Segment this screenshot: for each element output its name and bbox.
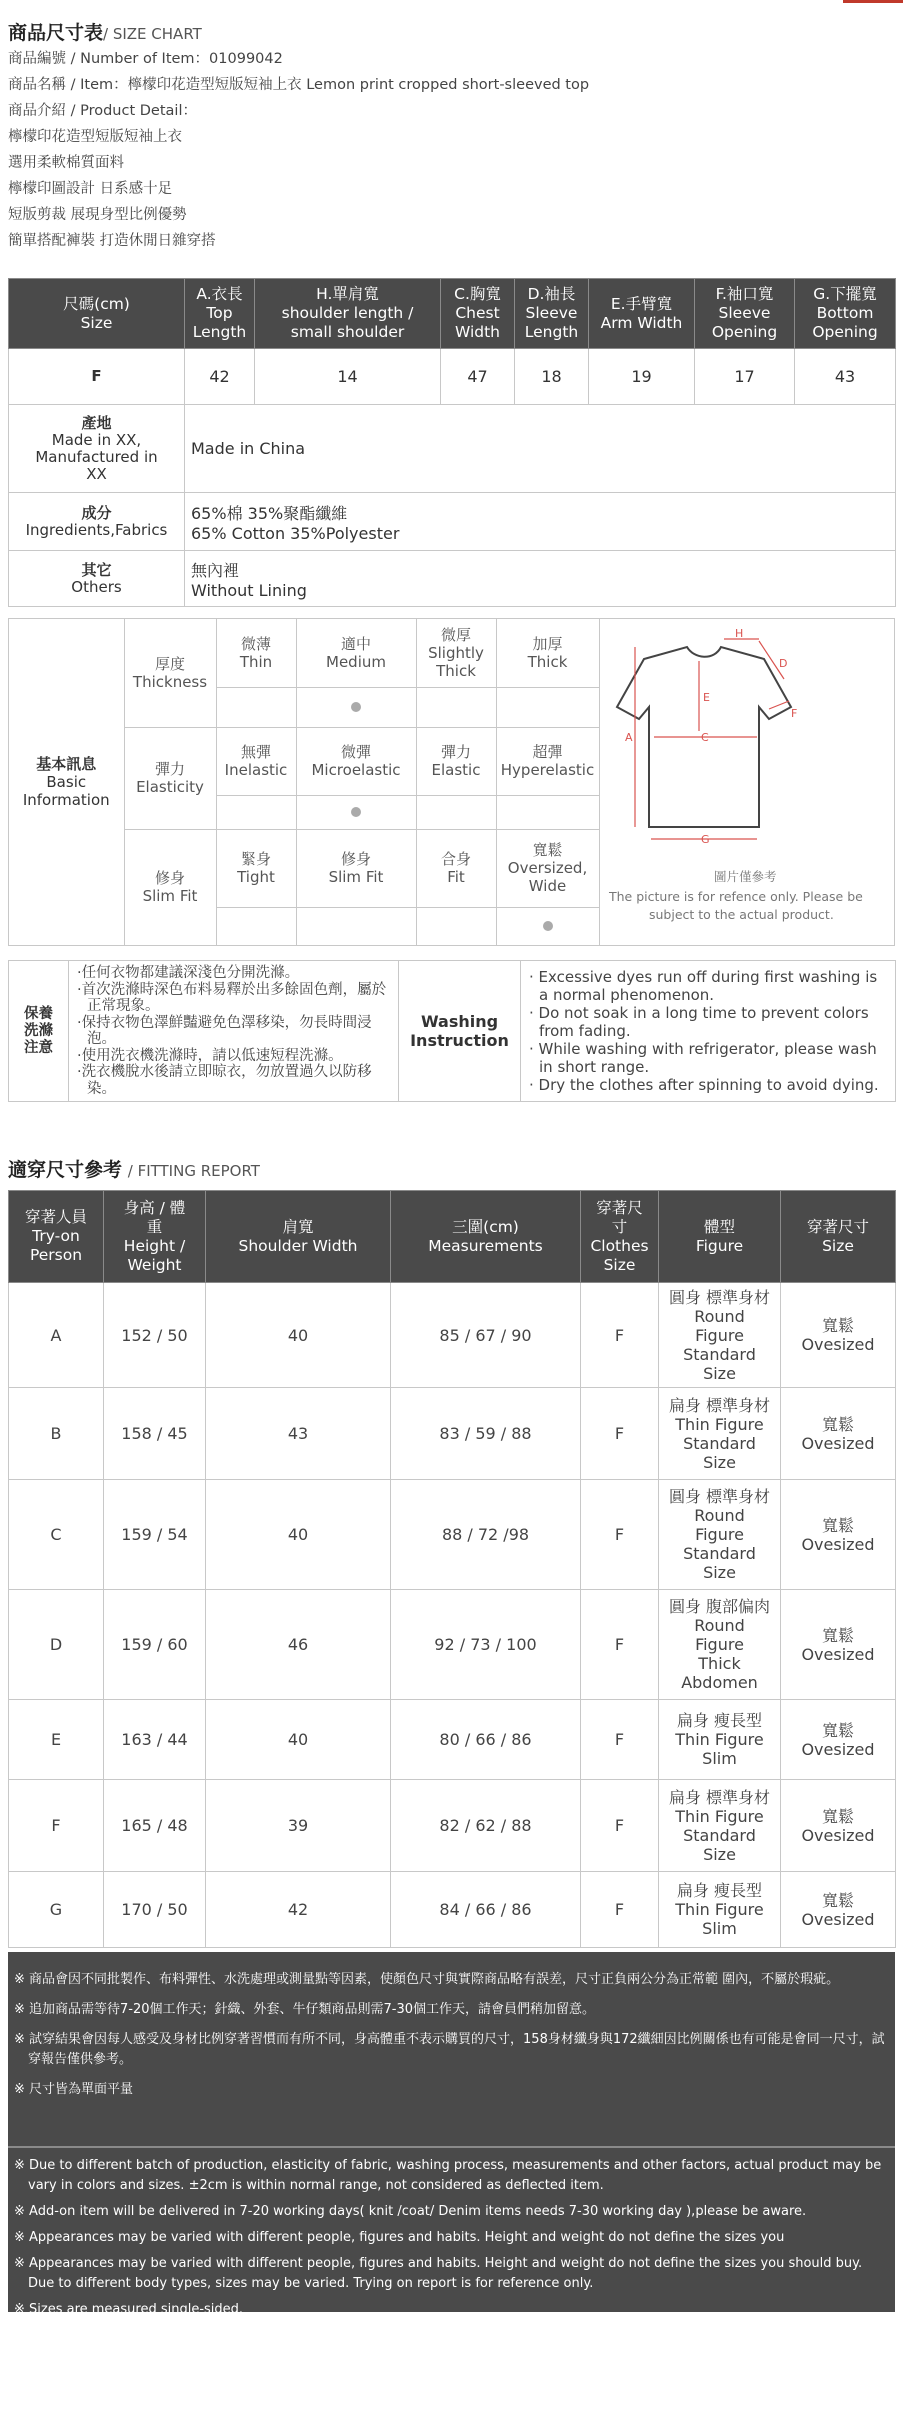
dot-cell	[296, 687, 416, 727]
elasticity-option: 彈力 Elastic	[416, 727, 496, 795]
washing-table	[8, 960, 896, 1102]
diagram-caption-en: subject to the actual product.	[649, 907, 834, 922]
size-cell: 18	[515, 349, 589, 405]
clothes-size-cell: F	[581, 1283, 659, 1388]
washing-zh-list: ·任何衣物都建議深淺色分開洗滌。 ·首次洗滌時深色布料易釋於出多餘固色劑，屬於正常現象。 ·保持衣物色澤鮮豔避免色澤移染，勿長時間浸泡。 ·使用洗衣機洗滌時，請以低速短程洗滌。 ·洗衣機脫水後請立即晾衣，勿放置過久以防移染。	[69, 961, 399, 1102]
size-chart-title-zh: 商品尺寸表	[8, 22, 104, 44]
clothes-size-cell: F	[581, 1388, 659, 1480]
height-weight-cell: 165 / 48	[104, 1780, 206, 1872]
fitting-row	[9, 1872, 896, 1948]
dot-cell	[496, 795, 599, 829]
note-en: ※ Appearances may be varied with different people, figures and habits. Height and weight do not define the sizes you	[14, 2230, 785, 2245]
letter-g: G	[701, 833, 710, 846]
fit-cell: 寬鬆 Ovesized	[781, 1700, 896, 1780]
letter-h: H	[735, 627, 744, 640]
fit-cell: 寬鬆 Ovesized	[781, 1590, 896, 1700]
fitting-title-zh: 適穿尺寸參考	[8, 1159, 123, 1181]
clothes-size-cell: F	[581, 1590, 659, 1700]
note-en: ※ Sizes are measured single-sided.	[14, 2302, 244, 2317]
dot-cell	[296, 795, 416, 829]
measurements-cell: 84 / 66 / 86	[391, 1872, 581, 1948]
size-cell: 47	[441, 349, 515, 405]
chest-header: C.胸寬 Chest Width	[441, 279, 515, 349]
sleeve-opening-header: F.袖口寬 Sleeve Opening	[695, 279, 795, 349]
fit-cell: 寬鬆 Ovesized	[781, 1480, 896, 1590]
note-zh: ※ 試穿結果會因每人感受及身材比例穿著習慣而有所不同，身高體重不表示購買的尺寸，158身材纖身與172纖細因比例關係也有可能是會同一尺寸，試穿報告僅供參考。	[14, 2032, 885, 2067]
others-label: 其它 Others	[9, 551, 185, 607]
clothes-size-cell: F	[581, 1480, 659, 1590]
arm-width-header: E.手臂寬 Arm Width	[589, 279, 695, 349]
figure-cell: 圓身 標準身材 Round Figure Standard Size	[659, 1480, 781, 1590]
selected-dot	[351, 807, 361, 817]
dot-cell	[416, 907, 496, 945]
shoulder-width-header: 肩寬 Shoulder Width	[206, 1191, 391, 1283]
height-weight-cell: 159 / 60	[104, 1590, 206, 1700]
top-length-header: A.衣長 Top Length	[185, 279, 255, 349]
size-chart-title-en: / SIZE CHART	[103, 25, 202, 43]
thickness-option: 適中 Medium	[296, 619, 416, 687]
slim-fit-option: 寬鬆 Oversized, Wide	[496, 829, 599, 907]
notes-divider	[8, 2146, 895, 2148]
elasticity-option: 超彈 Hyperelastic	[496, 727, 599, 795]
letter-e: E	[703, 691, 710, 704]
fitting-title-en: / FITTING REPORT	[127, 1162, 260, 1180]
note-en: ※ Due to different batch of production, elasticity of fabric, washing process, measurements and other factors, actual product may be vary in colors and sizes. ±2cm is within normal range, not considered as deflected item.	[14, 2158, 882, 2193]
person-cell: A	[9, 1283, 104, 1388]
fabric-label: 成分 Ingredients,Fabrics	[9, 493, 185, 551]
product-detail-line: 選用柔軟棉質面料	[8, 155, 124, 171]
product-info	[8, 46, 589, 254]
figure-cell: 圓身 標準身材 Round Figure Standard Size	[659, 1283, 781, 1388]
diagram-caption-en: The picture is for refence only. Please be	[609, 889, 863, 904]
height-weight-cell: 159 / 54	[104, 1480, 206, 1590]
product-detail-line: 檸檬印圖設計 日系感十足	[8, 181, 173, 197]
fitting-title	[8, 1155, 260, 1182]
shoulder-cell: 42	[206, 1872, 391, 1948]
shoulder-cell: 46	[206, 1590, 391, 1700]
shoulder-cell: 39	[206, 1780, 391, 1872]
measurements-cell: 88 / 72 /98	[391, 1480, 581, 1590]
thickness-option: 微薄 Thin	[216, 619, 296, 687]
figure-cell: 扁身 瘦長型 Thin Figure Slim	[659, 1872, 781, 1948]
size-cell: F	[9, 349, 185, 405]
size-table-header	[9, 279, 896, 349]
bottom-opening-header: G.下擺寬 Bottom Opening	[795, 279, 896, 349]
dot-cell	[416, 687, 496, 727]
origin-value: Made in China	[185, 405, 896, 493]
sleeve-length-header: D.袖長 Sleeve Length	[515, 279, 589, 349]
measurements-cell: 92 / 73 / 100	[391, 1590, 581, 1700]
selected-dot	[351, 702, 361, 712]
note-zh: ※ 商品會因不同批製作、布料彈性、水洗處理或測量點等因素，使顏色尺寸與實際商品略有誤差，尺寸正負兩公分為正常範 圍內，不屬於瑕疵。	[14, 1972, 840, 1987]
height-weight-cell: 158 / 45	[104, 1388, 206, 1480]
tshirt-diagram	[599, 619, 894, 945]
figure-cell: 扁身 標準身材 Thin Figure Standard Size	[659, 1388, 781, 1480]
fitting-table	[8, 1190, 896, 1948]
product-detail-line: 簡單搭配褲裝 打造休閒日雜穿搭	[8, 233, 216, 249]
figure-cell: 扁身 標準身材 Thin Figure Standard Size	[659, 1780, 781, 1872]
size-table	[8, 278, 896, 607]
fit-cell: 寬鬆 Ovesized	[781, 1780, 896, 1872]
dot-cell	[296, 907, 416, 945]
shoulder-cell: 40	[206, 1480, 391, 1590]
fit-cell: 寬鬆 Ovesized	[781, 1283, 896, 1388]
shoulder-cell: 40	[206, 1700, 391, 1780]
item-number: 商品編號 / Number of Item：01099042	[8, 51, 283, 67]
figure-cell: 扁身 瘦長型 Thin Figure Slim	[659, 1700, 781, 1780]
person-header: 穿著人員 Try-on Person	[9, 1191, 104, 1283]
dot-cell	[216, 795, 296, 829]
height-weight-cell: 152 / 50	[104, 1283, 206, 1388]
figure-cell: 圓身 腹部偏肉 Round Figure Thick Abdomen	[659, 1590, 781, 1700]
fitting-row	[9, 1780, 896, 1872]
measurement-diagram	[599, 619, 894, 945]
notes-en	[14, 2156, 889, 2320]
origin-row	[9, 405, 896, 493]
letter-f: F	[791, 707, 798, 720]
person-cell: D	[9, 1590, 104, 1700]
washing-title-en: Washing Instruction	[399, 961, 521, 1102]
product-detail-line: 短版剪裁 展現身型比例優勢	[8, 207, 187, 223]
washing-en-list: · Excessive dyes run off during first washing is a normal phenomenon. · Do not soak in a long time to prevent colors from fading. · While washing with refrigerator, please wash in short range. · Dry the clothes after spinning to avoid dying.	[521, 961, 896, 1102]
fit-cell: 寬鬆 Ovesized	[781, 1872, 896, 1948]
clothes-size-cell: F	[581, 1780, 659, 1872]
fitting-row	[9, 1283, 896, 1388]
note-en: ※ Appearances may be varied with different people, figures and habits. Height and weight do not define the sizes you should buy. Due to different body types, sizes may be varied. Trying on report is for reference only.	[14, 2256, 863, 2291]
diagram-caption-zh: 圖片僅參考	[714, 869, 777, 884]
thickness-label: 厚度 Thickness	[124, 619, 216, 727]
size-cell: 17	[695, 349, 795, 405]
measurements-cell: 83 / 59 / 88	[391, 1388, 581, 1480]
thickness-option: 微厚 Slightly Thick	[416, 619, 496, 687]
height-weight-header: 身高 / 體 重 Height / Weight	[104, 1191, 206, 1283]
accent-bar	[843, 0, 903, 3]
height-weight-cell: 170 / 50	[104, 1872, 206, 1948]
figure-header: 體型 Figure	[659, 1191, 781, 1283]
fitting-row	[9, 1590, 896, 1700]
clothes-size-header: 穿著尺 寸 Clothes Size	[581, 1191, 659, 1283]
fitting-row	[9, 1700, 896, 1780]
elasticity-label: 彈力 Elasticity	[124, 727, 216, 829]
fabric-value: 65%棉 35%聚酯纖維 65% Cotton 35%Polyester	[185, 493, 896, 551]
notes-panel	[8, 1952, 895, 2317]
note-zh: ※ 追加商品需等待7-20個工作天；針織、外套、牛仔類商品則需7-30個工作天，請會員們稍加留意。	[14, 2002, 596, 2017]
fitting-row	[9, 1388, 896, 1480]
person-cell: B	[9, 1388, 104, 1480]
shoulder-cell: 43	[206, 1388, 391, 1480]
shoulder-header: H.單肩寬 shoulder length / small shoulder	[255, 279, 441, 349]
fabric-row	[9, 493, 896, 551]
others-value: 無內裡 Without Lining	[185, 551, 896, 607]
fit-size-header: 穿著尺寸 Size	[781, 1191, 896, 1283]
selected-dot	[543, 921, 553, 931]
product-detail-label: 商品介紹 / Product Detail：	[8, 103, 197, 119]
size-cell: 19	[589, 349, 695, 405]
elasticity-option: 無彈 Inelastic	[216, 727, 296, 795]
person-cell: C	[9, 1480, 104, 1590]
person-cell: G	[9, 1872, 104, 1948]
thickness-option: 加厚 Thick	[496, 619, 599, 687]
slim-fit-label: 修身 Slim Fit	[124, 829, 216, 945]
clothes-size-cell: F	[581, 1872, 659, 1948]
basic-info-table	[9, 619, 600, 945]
clothes-size-cell: F	[581, 1700, 659, 1780]
origin-label: 產地 Made in XX, Manufactured in XX	[9, 405, 185, 493]
dot-cell	[216, 687, 296, 727]
note-en: ※ Add-on item will be delivered in 7-20 working days( knit /coat/ Denim items needs 7-30 working day ),please be aware.	[14, 2204, 807, 2219]
others-row	[9, 551, 896, 607]
dot-cell	[416, 795, 496, 829]
height-weight-cell: 163 / 44	[104, 1700, 206, 1780]
size-cell: 43	[795, 349, 896, 405]
size-cell: 14	[255, 349, 441, 405]
washing-label-zh: 保養 洗滌 注意	[9, 961, 69, 1102]
person-cell: E	[9, 1700, 104, 1780]
shoulder-cell: 40	[206, 1283, 391, 1388]
measurements-cell: 82 / 62 / 88	[391, 1780, 581, 1872]
size-header: 尺碼(cm) Size	[9, 279, 185, 349]
slim-fit-option: 合身 Fit	[416, 829, 496, 907]
dot-cell	[496, 907, 599, 945]
item-name: 商品名稱 / Item：檸檬印花造型短版短袖上衣 Lemon print cropped short-sleeved top	[8, 77, 590, 93]
basic-info-label: 基本訊息 Basic Information	[9, 619, 124, 945]
measurements-cell: 80 / 66 / 86	[391, 1700, 581, 1780]
size-chart-title	[8, 18, 202, 45]
slim-fit-option: 緊身 Tight	[216, 829, 296, 907]
person-cell: F	[9, 1780, 104, 1872]
dot-cell	[496, 687, 599, 727]
letter-c: C	[701, 731, 709, 744]
fitting-header	[9, 1191, 896, 1283]
product-detail-line: 檸檬印花造型短版短袖上衣	[8, 129, 182, 145]
elasticity-option: 微彈 Microelastic	[296, 727, 416, 795]
size-cell: 42	[185, 349, 255, 405]
letter-d: D	[779, 657, 788, 670]
dot-cell	[216, 907, 296, 945]
notes-zh	[14, 1970, 889, 2100]
letter-a: A	[625, 731, 633, 744]
measure-lines	[635, 639, 789, 839]
fitting-row	[9, 1480, 896, 1590]
fit-cell: 寬鬆 Ovesized	[781, 1388, 896, 1480]
note-zh: ※ 尺寸皆為單面平量	[14, 2082, 134, 2097]
basic-info-panel	[8, 618, 895, 946]
measurements-cell: 85 / 67 / 90	[391, 1283, 581, 1388]
slim-fit-option: 修身 Slim Fit	[296, 829, 416, 907]
size-row	[9, 349, 896, 405]
measurements-header: 三圍(cm) Measurements	[391, 1191, 581, 1283]
